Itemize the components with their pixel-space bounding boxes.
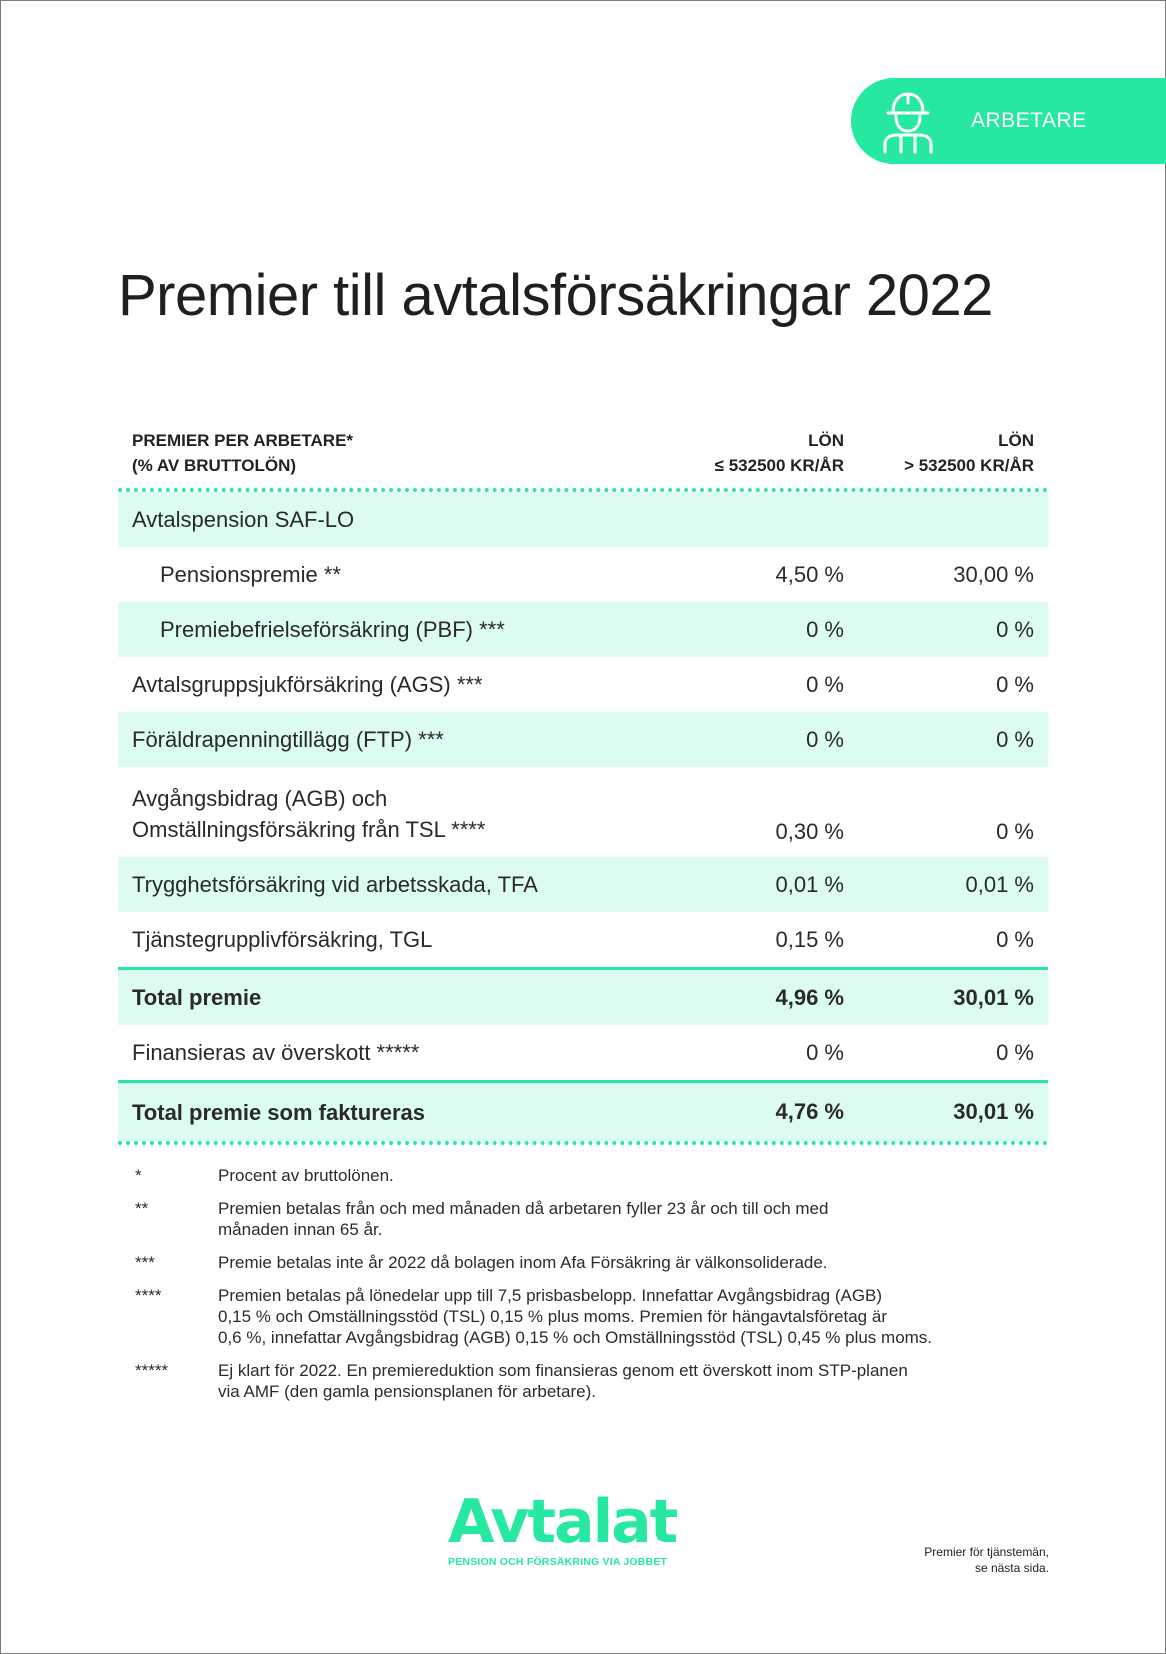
financed-value-high: 0 % — [996, 1039, 1034, 1065]
next-page-note — [924, 1544, 1049, 1576]
financed-value-low: 0 % — [806, 1039, 844, 1065]
header-low-salary — [644, 428, 844, 478]
financed-label: Finansieras av överskott ***** — [132, 1040, 420, 1065]
table-row — [118, 657, 1048, 712]
row-value-low: 0,01 % — [775, 871, 844, 897]
row-value-low: 0 % — [806, 616, 844, 642]
footnote — [135, 1198, 1055, 1240]
total-row — [118, 970, 1048, 1025]
footnote-text — [218, 1198, 1055, 1240]
footnote-text-line: 0,6 %, innefattar Avgångsbidrag (AGB) 0,15 % och Omställningsstöd (TSL) 0,45 % plus moms. — [218, 1328, 933, 1347]
dotted-divider-bottom — [118, 1141, 1048, 1145]
row-label: Trygghetsförsäkring vid arbetsskada, TFA — [132, 872, 538, 897]
table-row — [118, 767, 1048, 857]
total-value-low: 4,96 % — [775, 984, 844, 1010]
row-label-line2: Omställningsförsäkring från TSL **** — [132, 817, 486, 842]
header-high-salary-line2: > 532500 KR/ÅR — [904, 456, 1034, 475]
footnote-text — [218, 1360, 1055, 1402]
row-label-line1: Avgångsbidrag (AGB) och — [132, 786, 388, 811]
invoiced-value-low: 4,76 % — [775, 1099, 844, 1124]
badge-label: ARBETARE — [971, 109, 1087, 132]
row-label: Föräldrapenningtillägg (FTP) *** — [132, 727, 444, 752]
page-title: Premier till avtalsförsäkringar 2022 — [118, 263, 993, 328]
table-header — [118, 420, 1048, 488]
row-value-low: 0,30 % — [775, 819, 844, 844]
footnote-mark: *** — [135, 1253, 155, 1272]
footnote-text — [218, 1285, 1055, 1348]
header-low-salary-line2: ≤ 532500 KR/ÅR — [714, 456, 844, 475]
footnote-text-line: månaden innan 65 år. — [218, 1220, 383, 1239]
row-value-high: 0 % — [996, 671, 1034, 697]
footnote-text: Procent av bruttolönen. — [218, 1166, 394, 1185]
footnote-text: Premie betalas inte år 2022 då bolagen inom Afa Försäkring är välkonsoliderade. — [218, 1253, 828, 1272]
logo-tagline: PENSION OCH FÖRSÄKRING VIA JOBBET — [448, 1556, 668, 1568]
premium-table — [118, 420, 1048, 1145]
row-value-low: 0 % — [806, 726, 844, 752]
avtalat-logo — [448, 1487, 748, 1568]
row-label: Premiebefrielseförsäkring (PBF) *** — [160, 617, 505, 642]
footnote — [135, 1252, 1055, 1273]
row-value-high: 0 % — [996, 926, 1034, 952]
header-high-salary — [844, 428, 1034, 478]
financed-row — [118, 1025, 1048, 1080]
row-value-high: 30,00 % — [953, 561, 1034, 587]
footnote-mark: **** — [135, 1286, 162, 1305]
header-description-line1: PREMIER PER ARBETARE* — [132, 431, 354, 450]
footnote-text-line: Premien betalas på lönedelar upp till 7,5 prisbasbelopp. Innefattar Avgångsbidrag (AGB) — [218, 1286, 883, 1305]
table-row — [118, 602, 1048, 657]
row-value-high: 0 % — [996, 616, 1034, 642]
header-high-salary-line1: LÖN — [998, 431, 1034, 450]
row-value-high: 0,01 % — [965, 871, 1034, 897]
row-label: Tjänstegrupplivförsäkring, TGL — [132, 927, 433, 952]
construction-worker-icon — [881, 88, 935, 154]
footnote — [135, 1165, 1055, 1186]
footnote-mark: ** — [135, 1199, 149, 1218]
row-value-low: 4,50 % — [775, 561, 844, 587]
table-row — [118, 712, 1048, 767]
logo-wordmark: Avtalat — [448, 1487, 677, 1557]
row-label: Pensionspremie ** — [160, 562, 341, 587]
table-row — [118, 492, 1048, 547]
footnotes — [135, 1165, 1055, 1414]
table-row — [118, 857, 1048, 912]
total-value-high: 30,01 % — [953, 984, 1034, 1010]
invoiced-label: Total premie som faktureras — [132, 1099, 426, 1125]
row-label: Avtalspension SAF-LO — [132, 507, 355, 532]
row-value-high: 0 % — [996, 819, 1034, 844]
header-low-salary-line1: LÖN — [808, 431, 844, 450]
footnote — [135, 1360, 1055, 1402]
row-value-low: 0 % — [806, 671, 844, 697]
footnote-text-line: via AMF (den gamla pensionsplanen för arbetare). — [218, 1382, 596, 1401]
footnote-text-line: 0,15 % och Omställningsstöd (TSL) 0,15 % plus moms. Premien för hängavtalsföretag är — [218, 1307, 887, 1326]
header-description — [132, 428, 644, 478]
row-value-high: 0 % — [996, 726, 1034, 752]
footnote — [135, 1285, 1055, 1348]
row-label — [132, 783, 644, 845]
row-label: Avtalsgruppsjukförsäkring (AGS) *** — [132, 672, 483, 697]
category-badge — [851, 78, 1166, 164]
row-value-low: 0,15 % — [775, 926, 844, 952]
footnote-mark: ***** — [135, 1361, 169, 1380]
next-page-note-line1: Premier för tjänstemän, — [924, 1545, 1049, 1559]
footnote-text-line: Ej klart för 2022. En premiereduktion som finansieras genom ett överskott inom STP-planen — [218, 1361, 908, 1380]
footnote-text-line: Premien betalas från och med månaden då arbetaren fyller 23 år och till och med — [218, 1199, 829, 1218]
footnote-mark: * — [135, 1166, 142, 1185]
next-page-note-line2: se nästa sida. — [974, 1561, 1049, 1575]
total-label: Total premie — [132, 985, 262, 1010]
invoiced-row — [118, 1083, 1048, 1141]
header-description-line2: (% AV BRUTTOLÖN) — [132, 456, 297, 475]
table-row — [118, 912, 1048, 967]
invoiced-value-high: 30,01 % — [953, 1099, 1034, 1124]
table-row — [118, 547, 1048, 602]
